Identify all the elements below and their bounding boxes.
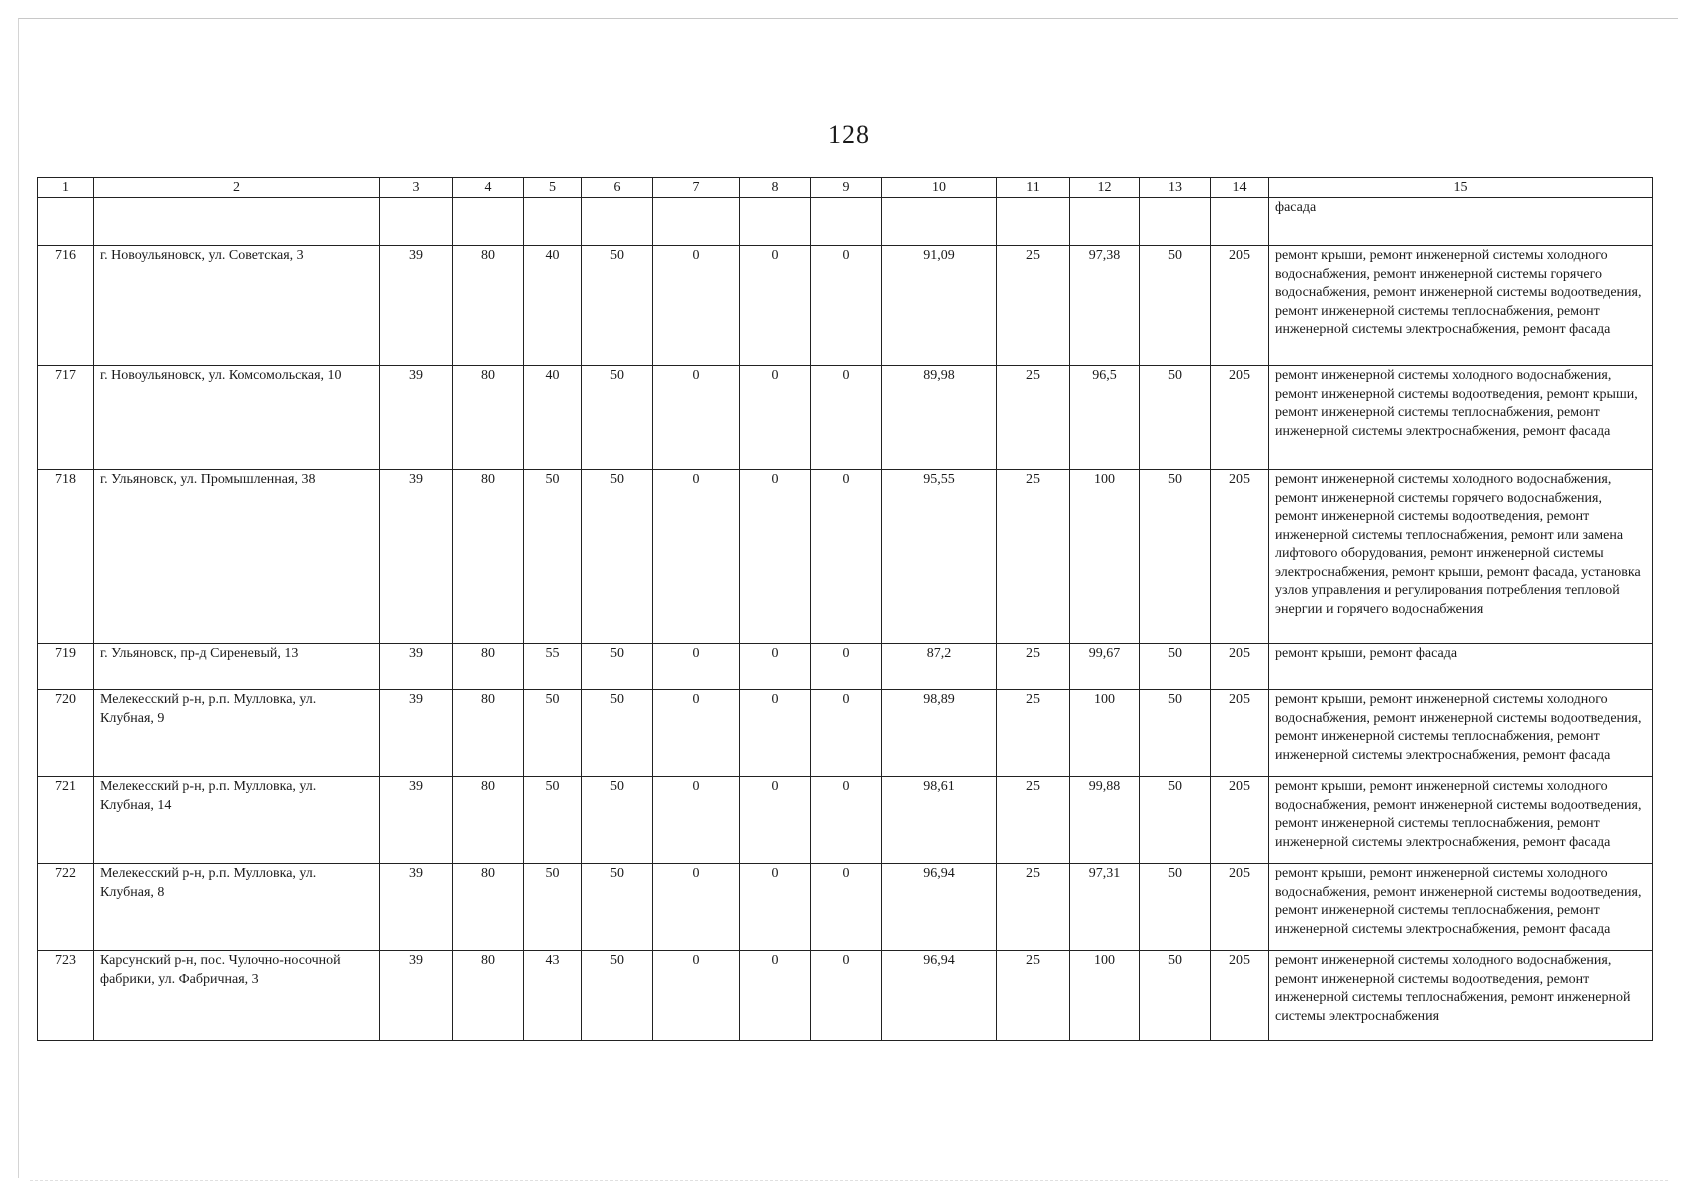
cell-col-14: 205 <box>1211 246 1269 366</box>
cell-col-10: 95,55 <box>882 470 997 644</box>
header-col-13: 13 <box>1140 178 1211 198</box>
cell-col-4: 80 <box>453 470 524 644</box>
cell-address <box>94 198 380 246</box>
cell-repair-works: ремонт инженерной системы холодного водоснабжения, ремонт инженерной системы водоотведения, ремонт инженерной системы теплоснабжения, ремонт инженерной системы электроснабжения <box>1269 951 1653 1041</box>
cell-col-12: 96,5 <box>1070 366 1140 470</box>
cell-col-7: 0 <box>653 644 740 690</box>
cell-col-8: 0 <box>740 864 811 951</box>
header-col-8: 8 <box>740 178 811 198</box>
cell-col-3: 39 <box>380 644 453 690</box>
cell-address: г. Ульяновск, пр-д Сиреневый, 13 <box>94 644 380 690</box>
table-row <box>38 246 1653 366</box>
cell-col-5: 50 <box>524 864 582 951</box>
header-col-7: 7 <box>653 178 740 198</box>
cell-col-3: 39 <box>380 951 453 1041</box>
cell-col-11: 25 <box>997 644 1070 690</box>
cell-repair-works: ремонт крыши, ремонт инженерной системы холодного водоснабжения, ремонт инженерной системы водоотведения, ремонт инженерной системы теплоснабжения, ремонт инженерной системы электроснабжения, ремонт фасада <box>1269 777 1653 864</box>
cell-col-11: 25 <box>997 864 1070 951</box>
cell-col-11: 25 <box>997 246 1070 366</box>
cell-col-13: 50 <box>1140 951 1211 1041</box>
cell-col-4: 80 <box>453 246 524 366</box>
cell-col-5 <box>524 198 582 246</box>
cell-col-5: 55 <box>524 644 582 690</box>
cell-col-7: 0 <box>653 470 740 644</box>
cell-col-7: 0 <box>653 366 740 470</box>
cell-col-11 <box>997 198 1070 246</box>
header-col-2: 2 <box>94 178 380 198</box>
cell-col-7: 0 <box>653 777 740 864</box>
cell-col-9: 0 <box>811 366 882 470</box>
cell-row-number: 718 <box>38 470 94 644</box>
cell-col-5: 50 <box>524 470 582 644</box>
cell-col-13: 50 <box>1140 366 1211 470</box>
cell-col-8: 0 <box>740 246 811 366</box>
header-col-4: 4 <box>453 178 524 198</box>
table-row <box>38 366 1653 470</box>
cell-repair-works: ремонт крыши, ремонт инженерной системы холодного водоснабжения, ремонт инженерной системы водоотведения, ремонт инженерной системы теплоснабжения, ремонт инженерной системы электроснабжения, ремонт фасада <box>1269 690 1653 777</box>
cell-col-5: 40 <box>524 246 582 366</box>
cell-col-7: 0 <box>653 864 740 951</box>
cell-col-7: 0 <box>653 951 740 1041</box>
cell-col-4: 80 <box>453 644 524 690</box>
cell-col-4: 80 <box>453 951 524 1041</box>
cell-row-number: 719 <box>38 644 94 690</box>
cell-col-8: 0 <box>740 644 811 690</box>
cell-col-4: 80 <box>453 366 524 470</box>
cell-col-14: 205 <box>1211 470 1269 644</box>
cell-col-10: 91,09 <box>882 246 997 366</box>
cell-col-14: 205 <box>1211 777 1269 864</box>
cell-col-7: 0 <box>653 690 740 777</box>
header-col-14: 14 <box>1211 178 1269 198</box>
cell-address: г. Новоульяновск, ул. Комсомольская, 10 <box>94 366 380 470</box>
cell-col-11: 25 <box>997 690 1070 777</box>
cell-row-number: 717 <box>38 366 94 470</box>
cell-col-8: 0 <box>740 366 811 470</box>
cell-col-12 <box>1070 198 1140 246</box>
cell-col-6: 50 <box>582 246 653 366</box>
cell-col-10: 98,61 <box>882 777 997 864</box>
cell-col-13: 50 <box>1140 864 1211 951</box>
table-body <box>38 198 1653 1041</box>
cell-col-14: 205 <box>1211 644 1269 690</box>
cell-col-9: 0 <box>811 470 882 644</box>
cell-col-9: 0 <box>811 644 882 690</box>
cell-repair-works: ремонт инженерной системы холодного водоснабжения, ремонт инженерной системы водоотведения, ремонт крыши, ремонт инженерной системы теплоснабжения, ремонт инженерной системы электроснабжения, ремонт фасада <box>1269 366 1653 470</box>
cell-col-4: 80 <box>453 690 524 777</box>
cell-col-5: 40 <box>524 366 582 470</box>
cell-row-number: 716 <box>38 246 94 366</box>
cell-col-6: 50 <box>582 777 653 864</box>
repair-registry-table <box>37 177 1653 1041</box>
cell-row-number: 722 <box>38 864 94 951</box>
cell-col-10: 98,89 <box>882 690 997 777</box>
scan-bottom-edge <box>30 1180 1668 1181</box>
cell-col-5: 50 <box>524 777 582 864</box>
cell-col-12: 99,67 <box>1070 644 1140 690</box>
cell-col-8: 0 <box>740 470 811 644</box>
cell-address: Мелекесский р-н, р.п. Мулловка, ул. Клубная, 9 <box>94 690 380 777</box>
cell-col-3: 39 <box>380 777 453 864</box>
cell-col-12: 97,31 <box>1070 864 1140 951</box>
cell-col-7 <box>653 198 740 246</box>
header-col-9: 9 <box>811 178 882 198</box>
cell-col-12: 100 <box>1070 470 1140 644</box>
cell-col-14: 205 <box>1211 864 1269 951</box>
cell-col-8: 0 <box>740 777 811 864</box>
cell-col-11: 25 <box>997 777 1070 864</box>
cell-col-13: 50 <box>1140 777 1211 864</box>
cell-col-10 <box>882 198 997 246</box>
cell-address: г. Ульяновск, ул. Промышленная, 38 <box>94 470 380 644</box>
cell-repair-works: фасада <box>1269 198 1653 246</box>
table-row <box>38 864 1653 951</box>
cell-col-10: 96,94 <box>882 864 997 951</box>
cell-col-8 <box>740 198 811 246</box>
cell-col-8: 0 <box>740 951 811 1041</box>
cell-row-number: 723 <box>38 951 94 1041</box>
page-number: 128 <box>828 120 870 149</box>
table-row <box>38 777 1653 864</box>
cell-col-9: 0 <box>811 777 882 864</box>
cell-col-14: 205 <box>1211 366 1269 470</box>
cell-col-6: 50 <box>582 864 653 951</box>
table-row <box>38 470 1653 644</box>
cell-col-12: 100 <box>1070 951 1140 1041</box>
cell-col-6: 50 <box>582 644 653 690</box>
header-col-5: 5 <box>524 178 582 198</box>
cell-col-10: 89,98 <box>882 366 997 470</box>
table-row <box>38 951 1653 1041</box>
cell-col-10: 96,94 <box>882 951 997 1041</box>
cell-col-9: 0 <box>811 246 882 366</box>
header-col-12: 12 <box>1070 178 1140 198</box>
table-row <box>38 644 1653 690</box>
cell-col-12: 99,88 <box>1070 777 1140 864</box>
cell-col-11: 25 <box>997 951 1070 1041</box>
cell-repair-works: ремонт крыши, ремонт фасада <box>1269 644 1653 690</box>
cell-repair-works: ремонт инженерной системы холодного водоснабжения, ремонт инженерной системы горячего водоснабжения, ремонт инженерной системы водоотведения, ремонт инженерной системы теплоснабжения, ремонт или замена лифтового оборудования, ремонт инженерной системы электроснабжения, ремонт крыши, ремонт фасада, установка узлов управления и регулирования потребления тепловой энергии и горячего водоснабжения <box>1269 470 1653 644</box>
header-col-3: 3 <box>380 178 453 198</box>
cell-col-10: 87,2 <box>882 644 997 690</box>
cell-col-5: 43 <box>524 951 582 1041</box>
cell-repair-works: ремонт крыши, ремонт инженерной системы холодного водоснабжения, ремонт инженерной системы горячего водоснабжения, ремонт инженерной системы водоотведения, ремонт инженерной системы теплоснабжения, ремонт инженерной системы электроснабжения, ремонт фасада <box>1269 246 1653 366</box>
cell-col-13 <box>1140 198 1211 246</box>
cell-col-7: 0 <box>653 246 740 366</box>
header-row <box>38 178 1653 198</box>
cell-repair-works: ремонт крыши, ремонт инженерной системы холодного водоснабжения, ремонт инженерной системы водоотведения, ремонт инженерной системы теплоснабжения, ремонт инженерной системы электроснабжения, ремонт фасада <box>1269 864 1653 951</box>
table-header <box>38 178 1653 198</box>
cell-col-13: 50 <box>1140 470 1211 644</box>
cell-col-6: 50 <box>582 951 653 1041</box>
header-col-15: 15 <box>1269 178 1653 198</box>
cell-address: Мелекесский р-н, р.п. Мулловка, ул. Клубная, 14 <box>94 777 380 864</box>
cell-address: Мелекесский р-н, р.п. Мулловка, ул. Клубная, 8 <box>94 864 380 951</box>
cell-col-13: 50 <box>1140 690 1211 777</box>
cell-col-14: 205 <box>1211 690 1269 777</box>
cell-col-3: 39 <box>380 864 453 951</box>
cell-col-6: 50 <box>582 470 653 644</box>
cell-col-6: 50 <box>582 366 653 470</box>
cell-col-12: 97,38 <box>1070 246 1140 366</box>
cell-col-9: 0 <box>811 690 882 777</box>
cell-col-3 <box>380 198 453 246</box>
cell-row-number: 721 <box>38 777 94 864</box>
header-col-1: 1 <box>38 178 94 198</box>
cell-col-9: 0 <box>811 951 882 1041</box>
cell-col-4 <box>453 198 524 246</box>
cell-col-9 <box>811 198 882 246</box>
cell-col-4: 80 <box>453 777 524 864</box>
table-row <box>38 690 1653 777</box>
cell-col-8: 0 <box>740 690 811 777</box>
cell-col-4: 80 <box>453 864 524 951</box>
cell-col-14 <box>1211 198 1269 246</box>
cell-col-5: 50 <box>524 690 582 777</box>
cell-col-6: 50 <box>582 690 653 777</box>
table-row <box>38 198 1653 246</box>
cell-col-6 <box>582 198 653 246</box>
cell-col-3: 39 <box>380 470 453 644</box>
cell-col-3: 39 <box>380 690 453 777</box>
header-col-10: 10 <box>882 178 997 198</box>
header-col-6: 6 <box>582 178 653 198</box>
cell-col-13: 50 <box>1140 246 1211 366</box>
header-col-11: 11 <box>997 178 1070 198</box>
cell-col-9: 0 <box>811 864 882 951</box>
cell-row-number: 720 <box>38 690 94 777</box>
cell-address: Карсунский р-н, пос. Чулочно-носочной фабрики, ул. Фабричная, 3 <box>94 951 380 1041</box>
cell-col-11: 25 <box>997 470 1070 644</box>
cell-col-13: 50 <box>1140 644 1211 690</box>
cell-col-14: 205 <box>1211 951 1269 1041</box>
cell-row-number <box>38 198 94 246</box>
cell-col-11: 25 <box>997 366 1070 470</box>
cell-col-3: 39 <box>380 366 453 470</box>
cell-address: г. Новоульяновск, ул. Советская, 3 <box>94 246 380 366</box>
cell-col-12: 100 <box>1070 690 1140 777</box>
cell-col-3: 39 <box>380 246 453 366</box>
